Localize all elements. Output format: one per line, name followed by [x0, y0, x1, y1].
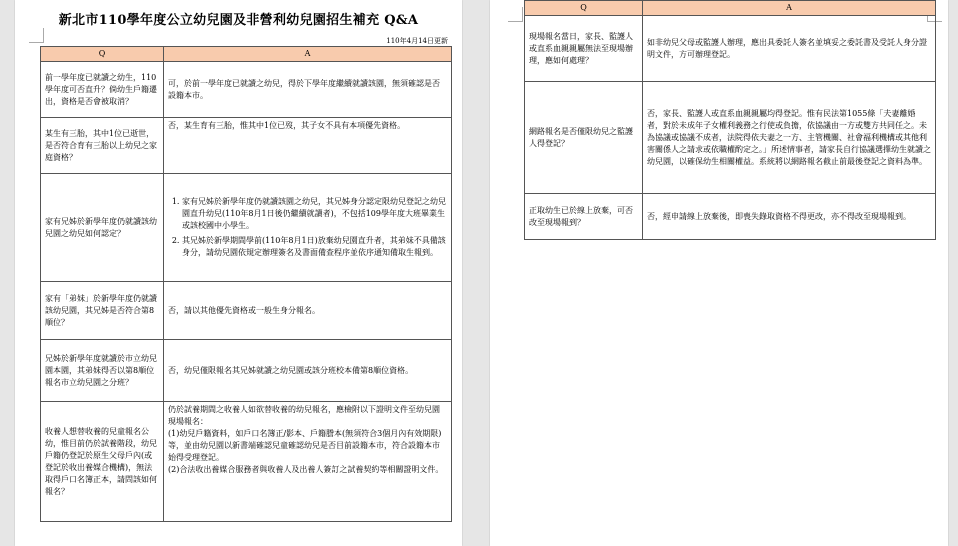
qa-table-page2 [524, 0, 936, 240]
answer-list [168, 196, 447, 259]
header-q: Q [525, 1, 643, 16]
table-row [525, 16, 936, 82]
document-page-2 [490, 0, 948, 546]
question-cell: 家有兄姊於新學年度仍就讀該幼兒園之幼兒如何認定？ [41, 174, 164, 282]
table-row [41, 174, 452, 282]
table-row [41, 340, 452, 402]
header-q: Q [41, 47, 164, 62]
table-row [41, 402, 452, 522]
answer-paragraph: 仍於試養期間之收養人如欲替收養的幼兒報名，應檢附以下證明文件至幼兒園現場報名： [168, 405, 440, 426]
table-row [41, 118, 452, 174]
answer-paragraph: (1)幼兒戶籍資料，如戶口名簿正/影本、戶籍謄本(無須符合3個月內有效期限)等，並由幼兒園以新書端確認兒童確認幼兒是否目前設籍本市，符合設籍本市始得受理登記。 [168, 429, 442, 462]
header-a: A [643, 1, 936, 16]
list-item: 1. 家有兄姊於新學年度仍就讀該園之幼兒，其兄姊身分認定限幼兒登記之幼兒園直升幼兒(110年8月1日後仍繼續就讀者)，不包括109學年度大班畢業生或該校國中小學生。 [182, 196, 447, 232]
crop-mark [29, 28, 44, 43]
question-cell: 前一學年度已就讀之幼生，110學年度可否直升？倘幼生戶籍遷出，資格是否會被取消？ [41, 62, 164, 118]
document-page-1 [15, 0, 462, 546]
table-header-row [525, 1, 936, 16]
answer-cell: 否，經申請線上放棄後，即喪失錄取資格不得更改，亦不得改至現場報到。 [643, 194, 936, 240]
answer-paragraph: (2)合法收出養媒合服務者與收養人及出養人簽訂之試養契約等相關證明文件。 [168, 465, 444, 474]
answer-cell [164, 174, 452, 282]
table-header-row [41, 47, 452, 62]
answer-cell: 可，於前一學年度已就讀之幼兒，得於下學年度繼續就讀該園，無須確認是否設籍本市。 [164, 62, 452, 118]
crop-mark [508, 7, 523, 22]
table-row [41, 282, 452, 340]
table-row [525, 82, 936, 194]
question-cell: 正取幼生已於線上放棄，可否改至現場報到？ [525, 194, 643, 240]
table-row [525, 194, 936, 240]
question-cell: 收養人想替收養的兒童報名公幼，惟目前仍於試養階段，幼兒戶籍仍登記於原生父母戶內(或登記於收出養媒合機構)，無法取得戶口名簿正本，請問該如何報名？ [41, 402, 164, 522]
qa-table-page1 [40, 46, 452, 522]
list-item: 2. 其兄姊於新學期間學前(110年8月1日)放棄幼兒園直升者，其弟妹不具備該身分，請幼兒園依規定辦理簽名及書面備查程序並依序通知備取生報到。 [182, 235, 447, 259]
answer-cell: 否，幼兒僅限報名其兄姊就讀之幼兒園或該分班校本備第8順位資格。 [164, 340, 452, 402]
answer-cell: 否，請以其他優先資格或一般生身分報名。 [164, 282, 452, 340]
question-cell: 網路報名是否僅限幼兒之監護人得登記？ [525, 82, 643, 194]
header-a: A [164, 47, 452, 62]
answer-cell: 否，某生育有三胎，惟其中1位已歿，其子女不具有本項優先資格。 [164, 118, 452, 174]
question-cell: 家有「弟妹」於新學年度仍就讀該幼兒園，其兄姊是否符合第8順位？ [41, 282, 164, 340]
question-cell: 某生有三胎，其中1位已逝世，是否符合育有三胎以上幼兒之家庭資格？ [41, 118, 164, 174]
document-title: 新北市110學年度公立幼兒園及非營利幼兒園招生補充 Q&A [58, 13, 419, 28]
answer-cell: 否，家長、監護人或直系血親親屬均得登記。惟有民法第1055條「夫妻離婚者，對於未成年子女權利義務之行使或負擔，依協議由一方或雙方共同任之。未為協議或協議不成者，法院得依夫妻之一方、主管機關、社會福利機構或其他利害關係人之請求或依職權酌定之。」所述情事者，請家長自行協議選擇幼生就讀之幼兒園，以確保幼生相關權益。系統將以網路報名截止前最後登記之資料為準。 [643, 82, 936, 194]
table-row [41, 62, 452, 118]
answer-cell [164, 402, 452, 522]
question-cell: 現場報名當日，家長、監護人或直系血親親屬無法至現場辦理，應如何處理？ [525, 16, 643, 82]
answer-cell: 如非幼兒父母或監護人辦理，應出具委託人簽名並填妥之委託書及受託人身分證明文件，方可辦理登記。 [643, 16, 936, 82]
update-date: 110年4月14日更新 [386, 37, 448, 45]
question-cell: 兄姊於新學年度就讀於市立幼兒園本園，其弟妹得否以第8順位報名市立幼兒園之分班？ [41, 340, 164, 402]
